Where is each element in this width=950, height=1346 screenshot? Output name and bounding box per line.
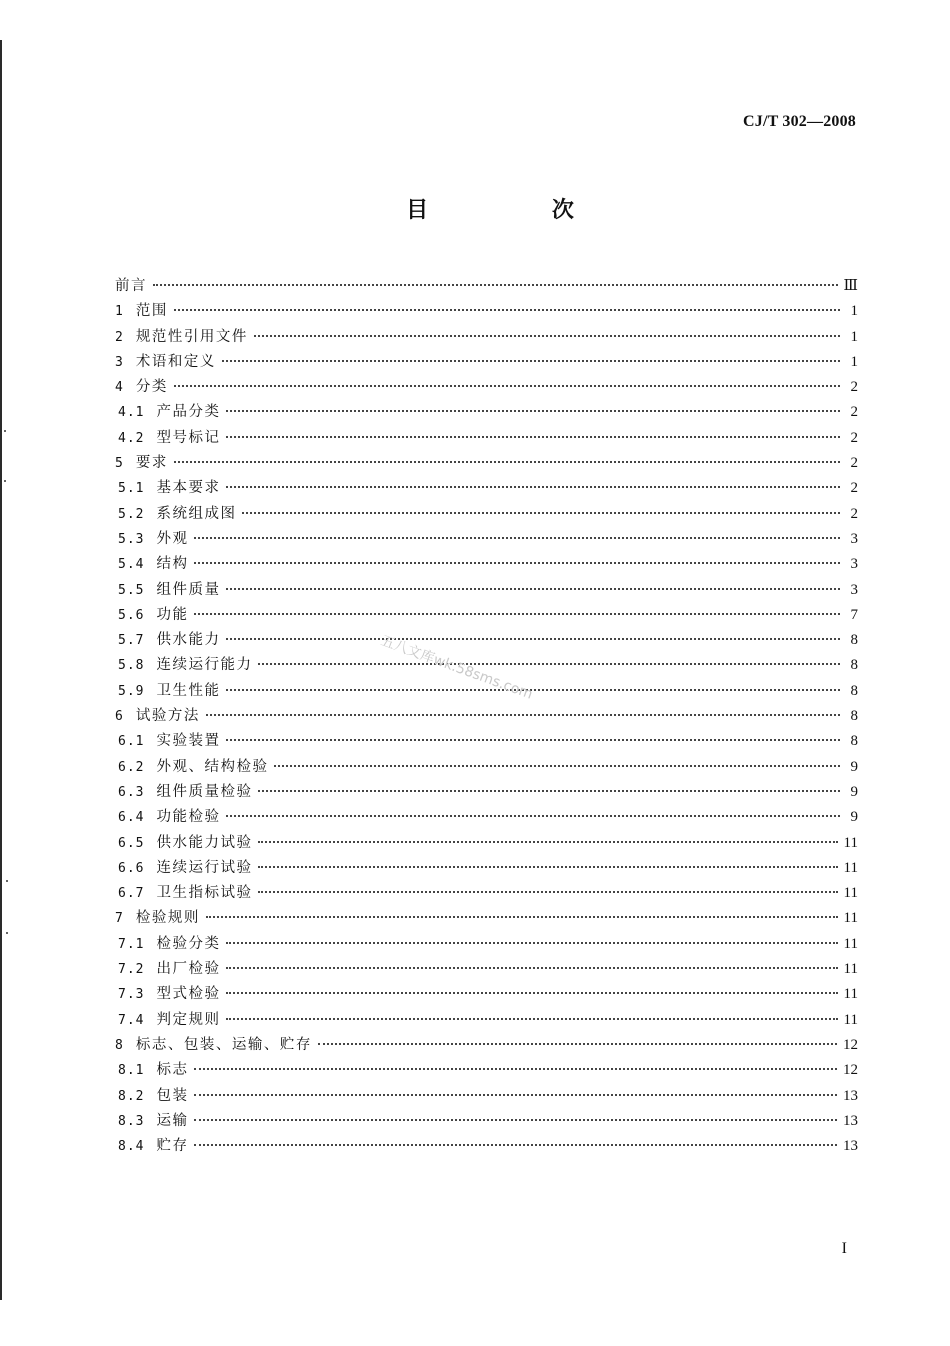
toc-entry-number: 5.2 xyxy=(118,506,145,522)
toc-entry-number: 6.1 xyxy=(118,734,145,750)
toc-entry-title: 范围 xyxy=(135,303,168,320)
toc-entry-page: 2 xyxy=(850,379,858,396)
toc-entry-number: 6.3 xyxy=(118,784,145,800)
toc-entry-title: 规范性引用文件 xyxy=(135,328,248,345)
toc-entry xyxy=(115,502,858,527)
toc-entry-page: 11 xyxy=(843,859,858,876)
scan-speck xyxy=(6,880,8,882)
toc-entry-title: 连续运行能力 xyxy=(156,657,253,674)
toc-entry xyxy=(115,274,858,299)
toc-entry-title: 出厂检验 xyxy=(156,961,221,978)
toc-entry xyxy=(115,325,858,350)
toc-leader-dots xyxy=(258,891,837,893)
toc-entry-number: 7.4 xyxy=(118,1012,145,1028)
toc-entry xyxy=(115,881,858,906)
scan-left-edge xyxy=(0,40,2,1300)
toc-entry-page: 11 xyxy=(843,935,858,952)
toc-entry-title: 要求 xyxy=(135,455,168,472)
toc-entry-page: 8 xyxy=(850,632,858,649)
toc-entry-title: 功能检验 xyxy=(156,809,221,826)
toc-entry-title: 组件质量检验 xyxy=(156,783,253,800)
toc-entry xyxy=(115,755,858,780)
toc-entry-page: 11 xyxy=(843,961,858,978)
toc-entry-number: 4 xyxy=(115,380,124,396)
toc-entry-title: 贮存 xyxy=(156,1138,189,1155)
toc-leader-dots xyxy=(226,967,837,969)
toc-entry-page: 2 xyxy=(850,480,858,497)
toc-leader-dots xyxy=(194,1144,837,1146)
toc-entry-title: 实验装置 xyxy=(156,733,221,750)
toc-leader-dots xyxy=(194,537,840,539)
toc-entry-title: 卫生性能 xyxy=(156,682,221,699)
toc-entry-page: 11 xyxy=(843,885,858,902)
toc-entry-number: 6.2 xyxy=(118,759,145,775)
toc-entry xyxy=(115,426,858,451)
toc-entry xyxy=(115,780,858,805)
toc-entry-page: 12 xyxy=(843,1036,858,1053)
toc-entry-title: 包装 xyxy=(156,1087,189,1104)
toc-entry-title: 连续运行试验 xyxy=(156,859,253,876)
toc-leader-dots xyxy=(226,739,840,741)
toc-entry-number: 6.4 xyxy=(118,810,145,826)
toc-entry-title: 标志、包装、运输、贮存 xyxy=(135,1036,312,1053)
toc-leader-dots xyxy=(258,841,837,843)
toc-entry-page: 2 xyxy=(850,404,858,421)
toc-entry-page: 2 xyxy=(850,429,858,446)
toc-entry-page: 1 xyxy=(850,353,858,370)
toc-entry-number: 7.1 xyxy=(118,936,145,952)
toc-entry xyxy=(115,1109,858,1134)
page-number: I xyxy=(841,1240,847,1257)
toc-entry xyxy=(115,1084,858,1109)
toc-entry-number: 7.2 xyxy=(118,962,145,978)
toc-entry-number: 1 xyxy=(115,304,124,320)
toc-entry xyxy=(115,628,858,653)
toc-leader-dots xyxy=(226,588,840,590)
toc-entry-page: 3 xyxy=(850,530,858,547)
toc-leader-dots xyxy=(174,461,840,463)
toc-entry xyxy=(115,350,858,375)
toc-entry xyxy=(115,982,858,1007)
toc-leader-dots xyxy=(194,562,840,564)
toc-entry xyxy=(115,400,858,425)
toc-entry-page: 8 xyxy=(850,657,858,674)
toc-entry-number: 2 xyxy=(115,329,124,345)
toc-leader-dots xyxy=(258,866,837,868)
toc-entry-page: 8 xyxy=(850,682,858,699)
toc-entry-title: 前言 xyxy=(115,278,147,294)
toc-leader-dots xyxy=(254,335,840,337)
toc-entry xyxy=(115,729,858,754)
toc-entry-number: 7.3 xyxy=(118,987,145,1003)
toc-entry-page: Ⅲ xyxy=(843,278,858,294)
toc-entry-page: 13 xyxy=(843,1138,858,1155)
toc-entry-number: 6.5 xyxy=(118,835,145,851)
toc-entry-page: 13 xyxy=(843,1087,858,1104)
toc-entry-number: 5.4 xyxy=(118,557,145,573)
toc-entry-page: 11 xyxy=(843,986,858,1003)
watermark: 五八文库wk.58sms.com xyxy=(378,632,535,703)
toc-entry xyxy=(115,1033,858,1058)
toc-entry-page: 2 xyxy=(850,455,858,472)
toc-leader-dots xyxy=(194,613,840,615)
toc-entry xyxy=(115,1008,858,1033)
toc-entry xyxy=(115,805,858,830)
toc-entry xyxy=(115,1058,858,1083)
toc-leader-dots xyxy=(242,512,840,514)
toc-entry-page: 3 xyxy=(850,581,858,598)
toc-entry-number: 8.3 xyxy=(118,1113,145,1129)
toc-entry-title: 试验方法 xyxy=(135,708,200,725)
toc-entry-title: 外观 xyxy=(156,530,189,547)
toc-leader-dots xyxy=(226,436,840,438)
toc-leader-dots xyxy=(194,1094,837,1096)
toc-entry-title: 卫生指标试验 xyxy=(156,885,253,902)
toc-leader-dots xyxy=(226,638,840,640)
toc-leader-dots xyxy=(274,765,840,767)
toc-entry-number: 5 xyxy=(115,456,124,472)
toc-leader-dots xyxy=(206,714,840,716)
toc-entry-title: 分类 xyxy=(135,379,168,396)
toc-leader-dots xyxy=(153,284,838,286)
toc-entry xyxy=(115,578,858,603)
toc-leader-dots xyxy=(226,410,840,412)
toc-entry xyxy=(115,831,858,856)
toc-entry-title: 外观、结构检验 xyxy=(156,758,269,775)
toc-entry-page: 1 xyxy=(850,328,858,345)
toc-entry-title: 系统组成图 xyxy=(156,505,237,522)
toc-entry-page: 13 xyxy=(843,1112,858,1129)
toc-leader-dots xyxy=(174,385,840,387)
toc-entry xyxy=(115,527,858,552)
toc-leader-dots xyxy=(258,790,840,792)
toc-entry xyxy=(115,704,858,729)
toc-entry xyxy=(115,476,858,501)
toc-entry-number: 6.6 xyxy=(118,860,145,876)
toc-entry-number: 3 xyxy=(115,354,124,370)
toc-entry-page: 11 xyxy=(843,910,858,927)
toc-entry-page: 9 xyxy=(850,809,858,826)
toc-leader-dots xyxy=(194,1068,837,1070)
toc-entry-number: 5.8 xyxy=(118,658,145,674)
toc-entry-title: 检验规则 xyxy=(135,910,200,927)
scan-speck xyxy=(4,430,6,432)
toc-entry-title: 运输 xyxy=(156,1112,189,1129)
toc-entry xyxy=(115,451,858,476)
toc-entry-page: 1 xyxy=(850,303,858,320)
toc-entry xyxy=(115,906,858,931)
toc-entry-page: 11 xyxy=(843,834,858,851)
toc-entry-number: 8.4 xyxy=(118,1139,145,1155)
toc-entry-page: 9 xyxy=(850,783,858,800)
toc-entry-number: 5.7 xyxy=(118,633,145,649)
toc-entry xyxy=(115,375,858,400)
toc-entry-title: 型号标记 xyxy=(156,429,221,446)
toc-entry-title: 标志 xyxy=(156,1062,189,1079)
toc-leader-dots xyxy=(222,360,840,362)
toc-entry-title: 供水能力试验 xyxy=(156,834,253,851)
toc-title: 目 次 xyxy=(406,198,632,223)
toc-entry xyxy=(115,932,858,957)
toc-entry-title: 结构 xyxy=(156,556,189,573)
toc-entry-title: 产品分类 xyxy=(156,404,221,421)
toc-entry-page: 8 xyxy=(850,733,858,750)
toc-entry xyxy=(115,1134,858,1159)
toc-entry xyxy=(115,957,858,982)
toc-entry-number: 8 xyxy=(115,1037,124,1053)
toc-entry-page: 9 xyxy=(850,758,858,775)
toc-leader-dots xyxy=(174,309,840,311)
toc-entry-title: 判定规则 xyxy=(156,1011,221,1028)
scan-speck xyxy=(6,932,8,934)
toc-entry-title: 术语和定义 xyxy=(135,353,216,370)
toc-entry-page: 7 xyxy=(850,606,858,623)
toc-entry-number: 6 xyxy=(115,709,124,725)
toc-leader-dots xyxy=(194,1119,837,1121)
toc-entry-title: 检验分类 xyxy=(156,935,221,952)
toc-entry-title: 基本要求 xyxy=(156,480,221,497)
toc-entry-page: 8 xyxy=(850,708,858,725)
toc-entry-title: 功能 xyxy=(156,606,189,623)
toc-entry xyxy=(115,552,858,577)
toc-leader-dots xyxy=(226,992,837,994)
toc-leader-dots xyxy=(318,1043,837,1045)
toc-entry-number: 4.2 xyxy=(118,430,145,446)
toc-entry-title: 型式检验 xyxy=(156,986,221,1003)
toc-entry-number: 5.6 xyxy=(118,607,145,623)
scan-speck xyxy=(4,480,6,482)
toc-entry-number: 5.5 xyxy=(118,582,145,598)
toc-entry xyxy=(115,603,858,628)
toc-leader-dots xyxy=(226,815,840,817)
toc-entry-page: 11 xyxy=(843,1011,858,1028)
toc-leader-dots xyxy=(206,916,838,918)
toc-entry-page: 12 xyxy=(843,1062,858,1079)
toc-entry-number: 7 xyxy=(115,911,124,927)
toc-leader-dots xyxy=(226,942,837,944)
toc-entry-title: 供水能力 xyxy=(156,632,221,649)
toc-entry-number: 8.2 xyxy=(118,1088,145,1104)
toc-leader-dots xyxy=(258,663,840,665)
toc-entry xyxy=(115,299,858,324)
toc-leader-dots xyxy=(226,1018,837,1020)
toc-entry-number: 4.1 xyxy=(118,405,145,421)
toc-entry-number: 8.1 xyxy=(118,1063,145,1079)
standard-code: CJ/T 302—2008 xyxy=(743,113,856,130)
toc-entry-number: 5.9 xyxy=(118,683,145,699)
toc-entry-title: 组件质量 xyxy=(156,581,221,598)
toc-entry xyxy=(115,856,858,881)
table-of-contents xyxy=(115,274,858,1159)
toc-entry-page: 3 xyxy=(850,556,858,573)
toc-entry-number: 5.1 xyxy=(118,481,145,497)
toc-entry-number: 6.7 xyxy=(118,886,145,902)
toc-entry-page: 2 xyxy=(850,505,858,522)
toc-leader-dots xyxy=(226,486,840,488)
toc-entry-number: 5.3 xyxy=(118,531,145,547)
